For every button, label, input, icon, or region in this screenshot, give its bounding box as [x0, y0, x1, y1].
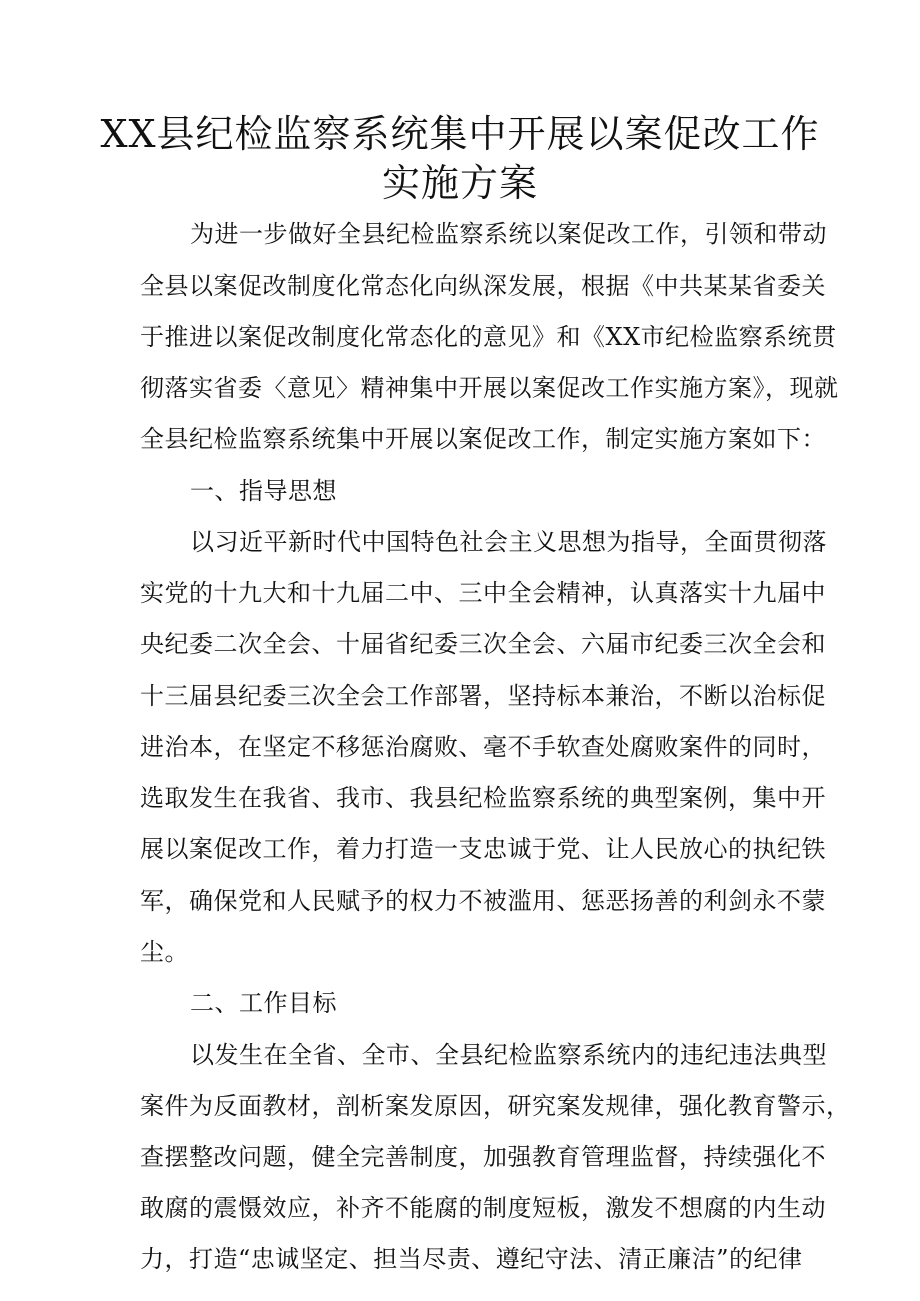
section-1-line-3: 央纪委二次全会、十届省纪委三次全会、六届市纪委三次全会和	[140, 630, 826, 658]
section-1-line-6: 选取发生在我省、我市、我县纪检监察系统的典型案例，集中开	[140, 784, 826, 812]
section-1-line-9: 尘。	[140, 938, 189, 966]
section-2-heading: 二、工作目标	[190, 989, 337, 1017]
section-1-heading: 一、指导思想	[190, 477, 337, 505]
intro-line-4: 彻落实省委〈意见〉精神集中开展以案促改工作实施方案》，现就	[140, 374, 839, 402]
section-1-line-8: 军，确保党和人民赋予的权力不被滥用、惩恶扬善的利剑永不蒙	[140, 887, 826, 915]
intro-line-1: 为进一步做好全县纪检监察系统以案促改工作，引领和带动	[190, 220, 827, 248]
section-1-line-5: 进治本，在坚定不移惩治腐败、毫不手软查处腐败案件的同时，	[140, 733, 826, 761]
section-2-line-4: 敢腐的震慑效应，补齐不能腐的制度短板，激发不想腐的内生动	[140, 1194, 826, 1222]
document-title-line-2: 实施方案	[381, 161, 538, 205]
section-1-line-7: 展以案促改工作，着力打造一支忠诚于党、让人民放心的执纪铁	[140, 835, 826, 863]
document-title-line-1: XX县纪检监察系统集中开展以案促改工作	[100, 112, 820, 156]
section-2-line-3: 查摆整改问题，健全完善制度，加强教育管理监督，持续强化不	[140, 1143, 826, 1171]
section-2-line-2: 案件为反面教材，剖析案发原因，研究案发规律，强化教育警示，	[140, 1092, 851, 1120]
section-1-line-2: 实党的十九大和十九届二中、三中全会精神，认真落实十九届中	[140, 579, 826, 607]
intro-line-5: 全县纪检监察系统集中开展以案促改工作，制定实施方案如下：	[140, 425, 826, 453]
intro-line-2: 全县以案促改制度化常态化向纵深发展，根据《中共某某省委关	[140, 272, 826, 300]
section-2-line-1: 以发生在全省、全市、全县纪检监察系统内的违纪违法典型	[190, 1041, 827, 1069]
intro-line-3: 于推进以案促改制度化常态化的意见》和《XX市纪检监察系统贯	[140, 323, 837, 351]
section-2-line-5: 力，打造“忠诚坚定、担当尽责、遵纪守法、清正廉洁”的纪律	[140, 1245, 803, 1273]
section-1-line-4: 十三届县纪委三次全会工作部署，坚持标本兼治，不断以治标促	[140, 682, 826, 710]
section-1-line-1: 以习近平新时代中国特色社会主义思想为指导，全面贯彻落	[190, 528, 827, 556]
